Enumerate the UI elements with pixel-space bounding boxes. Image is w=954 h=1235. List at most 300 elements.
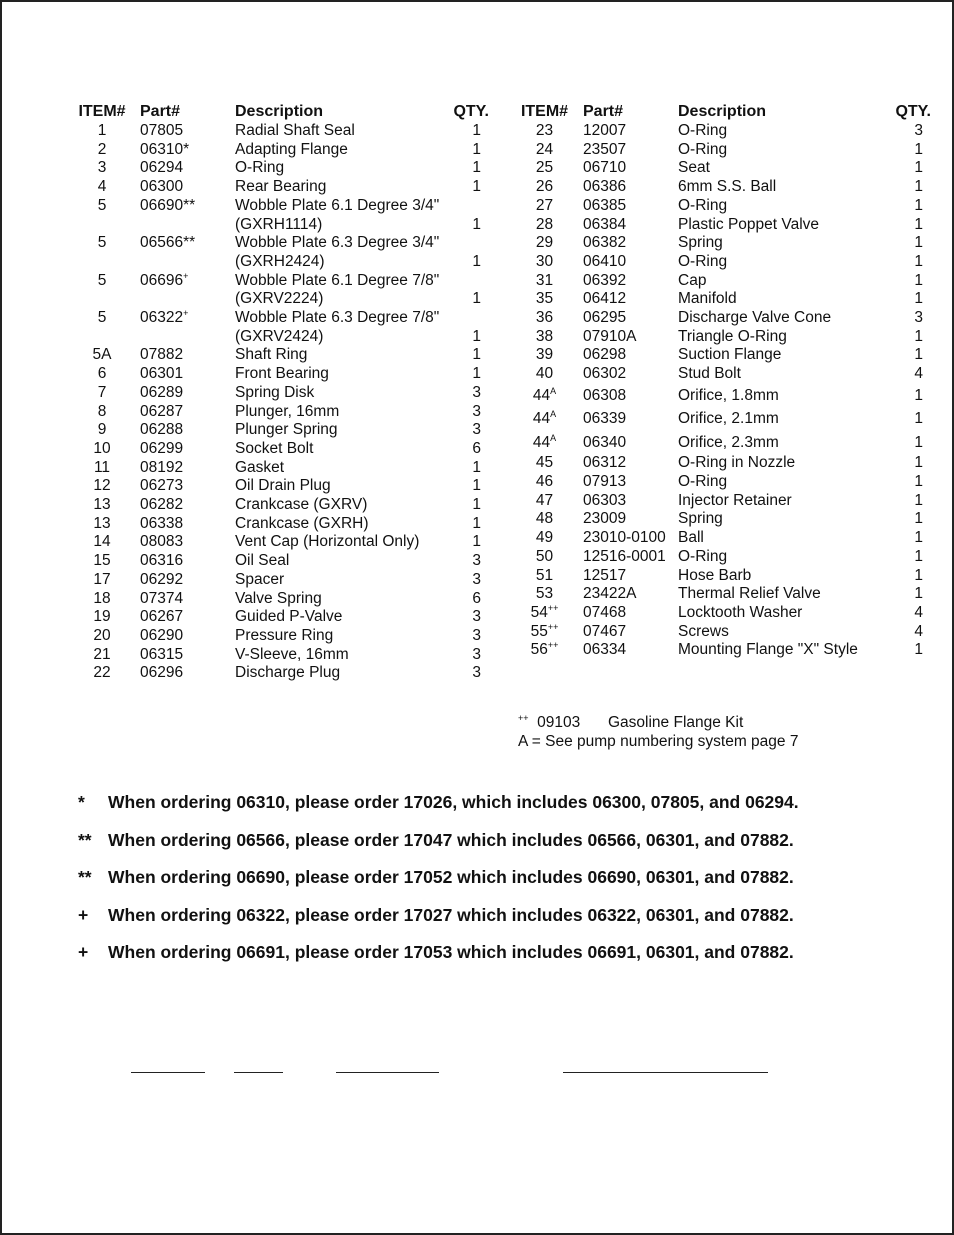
item-number: 14 (93, 533, 111, 551)
part-number: 06392 (583, 271, 627, 289)
ordering-note (78, 903, 799, 941)
description: Stud Bolt (678, 365, 741, 383)
note-symbol: ** (78, 829, 92, 850)
description: Manifold (678, 290, 737, 308)
kit-symbol: ++ (518, 713, 529, 723)
kit-description: Gasoline Flange Kit (608, 714, 744, 731)
quantity: 1 (914, 641, 923, 659)
part-number (140, 459, 235, 478)
quantity: 1 (914, 491, 923, 509)
table-row (64, 384, 489, 403)
description (235, 384, 449, 403)
item-number-text: 35 (535, 290, 554, 308)
quantity: 1 (914, 473, 923, 491)
part-number (140, 552, 235, 571)
quantity: 1 (914, 454, 923, 472)
description (235, 459, 449, 478)
part-number: 23010-0100 (583, 529, 666, 547)
quantity: 1 (472, 178, 481, 196)
description-text: Wobble Plate 6.1 Degree 7/8" (235, 271, 440, 289)
description (235, 664, 449, 683)
description: Spring (678, 510, 723, 528)
item-number: 18 (93, 589, 111, 607)
quantity: 1 (914, 566, 923, 584)
description-text: Crankcase (GXRH) (235, 514, 369, 532)
part-number-text: 06294 (140, 159, 184, 177)
ordering-note (78, 828, 799, 866)
item-number-text: 38 (535, 327, 554, 345)
description (235, 533, 449, 552)
part-number: 07468 (583, 603, 627, 621)
part-number: 06334 (583, 641, 627, 659)
part-number: 06412 (583, 290, 627, 308)
item-number-text: 36 (535, 309, 554, 327)
table-row (506, 567, 931, 586)
item-footnote-mark: ++ (547, 621, 559, 632)
header-item: ITEM# (78, 103, 126, 120)
table-row (64, 552, 489, 571)
a-legend-line: A = See pump numbering system page 7 (518, 733, 799, 750)
table-header-row (64, 102, 489, 122)
quantity: 3 (472, 421, 481, 439)
table-row (506, 492, 931, 511)
description-model: (GXRH1114) (235, 215, 323, 233)
table-row (506, 431, 931, 455)
part-number (140, 496, 235, 515)
description-text: Vent Cap (Horizontal Only) (235, 533, 420, 551)
item-number: 11 (93, 458, 111, 476)
quantity: 1 (914, 140, 923, 158)
quantity: 3 (472, 570, 481, 588)
table-row (506, 510, 931, 529)
item-number (506, 492, 583, 511)
description (235, 608, 449, 627)
quantity: 1 (914, 433, 923, 451)
item-number-text: 48 (535, 510, 554, 528)
description (235, 646, 449, 665)
description: Orifice, 2.1mm (678, 410, 779, 428)
part-number (140, 384, 235, 403)
item-footnote-mark: ++ (547, 602, 559, 613)
description-model: (GXRH2424) (235, 252, 325, 270)
item-number: 15 (93, 552, 111, 570)
description-model: (GXRV2224) (235, 290, 324, 308)
item-number: 13 (93, 496, 111, 514)
item-number-text: 23 (535, 122, 554, 139)
note-symbol: ** (78, 867, 92, 887)
item-number: 22 (93, 664, 111, 682)
item-number-text: 47 (535, 491, 554, 509)
item-number-text: 55 (530, 622, 548, 640)
description-text: Plunger Spring (235, 421, 338, 439)
note-text: When ordering 06310, please order 17026, which includes 06300, 07805, and 06294. (108, 792, 799, 812)
table-row (64, 627, 489, 646)
table-row (64, 515, 489, 534)
header-part: Part# (583, 103, 624, 120)
part-number (140, 646, 235, 665)
description: Orifice, 2.3mm (678, 433, 779, 451)
table-row (506, 473, 931, 492)
part-number-text: 06338 (140, 514, 184, 532)
item-number-text: 44 (532, 386, 551, 404)
item-number-text: 24 (535, 140, 554, 158)
table-row (506, 234, 931, 253)
table-row (64, 346, 489, 365)
description: Ball (678, 529, 704, 547)
table-row (506, 253, 931, 272)
header-qty: QTY. (895, 103, 931, 120)
table-row (506, 641, 931, 660)
table-row (506, 122, 931, 141)
part-number: 23507 (583, 140, 627, 158)
quantity: 1 (914, 529, 923, 547)
item-number-text: 44 (532, 410, 551, 428)
part-number (140, 590, 235, 609)
table-row (64, 197, 489, 234)
legend (518, 713, 798, 751)
description (235, 552, 449, 571)
description-text: Spacer (235, 570, 285, 588)
quantity: 1 (914, 178, 923, 196)
table-row (506, 178, 931, 197)
item-number: 21 (93, 645, 111, 663)
item-number (506, 548, 583, 567)
table-row (64, 533, 489, 552)
parts-table-right (506, 102, 931, 660)
note-symbol: * (78, 792, 85, 812)
item-number-text: 56 (530, 641, 548, 659)
note-text: When ordering 06566, please order 17047 which includes 06566, 06301, and 07882. (108, 829, 794, 850)
description (235, 515, 449, 534)
part-number (140, 627, 235, 646)
part-number: 06382 (583, 234, 627, 252)
ordering-note (78, 790, 799, 828)
quantity: 1 (472, 140, 481, 158)
part-number (140, 477, 235, 496)
description (235, 590, 449, 609)
description-text: Guided P-Valve (235, 608, 343, 626)
part-number: 12516-0001 (583, 547, 666, 565)
part-number (140, 571, 235, 590)
note-text: When ordering 06691, please order 17053 which includes 06691, 06301, and 07882. (108, 942, 794, 962)
part-number: 12007 (583, 122, 627, 139)
item-number (506, 604, 583, 623)
part-number-text: 06315 (140, 645, 184, 663)
description: O-Ring (678, 196, 728, 214)
quantity: 1 (914, 290, 923, 308)
description: Suction Flange (678, 346, 782, 364)
part-number-text: 07882 (140, 346, 184, 364)
item-number-text: 26 (535, 178, 554, 196)
part-number-text: 06288 (140, 421, 184, 439)
description (235, 178, 449, 197)
part-number-text: 06289 (140, 383, 184, 401)
ordering-note (78, 865, 799, 903)
item-number-text: 44 (532, 433, 551, 451)
part-number (140, 178, 235, 197)
part-number: 06340 (583, 433, 627, 451)
quantity: 3 (472, 645, 481, 663)
description: O-Ring (678, 122, 728, 139)
quantity: 1 (472, 346, 481, 364)
item-number (506, 585, 583, 604)
table-row (506, 346, 931, 365)
part-number-text: 06310* (140, 140, 190, 158)
quantity: 1 (472, 159, 481, 177)
quantity: 1 (472, 458, 481, 476)
item-number (506, 431, 583, 455)
part-number: 06298 (583, 346, 627, 364)
part-number: 06339 (583, 410, 627, 428)
description: Seat (678, 159, 710, 177)
part-number-text: 06696 (140, 271, 184, 289)
item-number-text: 45 (535, 454, 554, 472)
quantity: 1 (472, 533, 481, 551)
description: Triangle O-Ring (678, 327, 787, 345)
item-footnote-mark: ++ (547, 640, 559, 651)
description (235, 496, 449, 515)
description-text: Wobble Plate 6.3 Degree 7/8" (235, 309, 440, 327)
part-number-text: 06299 (140, 439, 184, 457)
item-number: 5 (97, 196, 107, 214)
part-number-text: 07805 (140, 122, 184, 139)
part-footnote-mark: + (183, 308, 189, 319)
description-text: Pressure Ring (235, 626, 334, 644)
table-row (64, 664, 489, 683)
description: Cap (678, 271, 707, 289)
description: Thermal Relief Valve (678, 585, 821, 603)
item-number-text: 46 (535, 473, 554, 491)
item-number (506, 407, 583, 431)
description (235, 477, 449, 496)
quantity: 4 (914, 365, 923, 383)
table-row (506, 384, 931, 408)
table-row (506, 159, 931, 178)
quantity: 1 (914, 252, 923, 270)
table-row (506, 604, 931, 623)
description: Locktooth Washer (678, 603, 803, 621)
table-row (64, 141, 489, 160)
part-number (140, 365, 235, 384)
table-row (506, 290, 931, 309)
quantity: 1 (472, 290, 481, 308)
right-table-body (506, 122, 931, 660)
quantity: 3 (472, 402, 481, 420)
description (235, 365, 449, 384)
quantity: 6 (472, 439, 481, 457)
header-description: Description (678, 103, 767, 120)
part-number: 06295 (583, 309, 627, 327)
part-number: 07913 (583, 473, 627, 491)
ordering-notes (78, 790, 799, 978)
item-number (506, 641, 583, 660)
description (235, 197, 449, 234)
quantity: 4 (914, 603, 923, 621)
description-text: Radial Shaft Seal (235, 122, 355, 139)
table-row (506, 309, 931, 328)
table-row (506, 548, 931, 567)
part-number-text: 06566** (140, 234, 196, 252)
item-number: 6 (97, 365, 107, 383)
item-number-text: 30 (535, 252, 554, 270)
description: 6mm S.S. Ball (678, 178, 777, 196)
part-number-text: 06267 (140, 608, 184, 626)
part-number-text: 06292 (140, 570, 184, 588)
part-number-text: 06322 (140, 309, 184, 327)
part-number: 06385 (583, 196, 627, 214)
quantity: 3 (472, 608, 481, 626)
description: O-Ring in Nozzle (678, 454, 796, 472)
part-number: 06302 (583, 365, 627, 383)
quantity: 1 (914, 585, 923, 603)
item-number: 12 (93, 477, 111, 495)
item-number (506, 623, 583, 642)
item-number (506, 567, 583, 586)
item-number (506, 234, 583, 253)
quantity: 1 (914, 234, 923, 252)
item-number: 17 (93, 570, 111, 588)
part-number-text: 06290 (140, 626, 184, 644)
item-number-text: 28 (535, 215, 554, 233)
description-text: Gasket (235, 458, 285, 476)
description: Spring (678, 234, 723, 252)
part-number: 06303 (583, 491, 627, 509)
left-table-body (64, 122, 489, 683)
part-number: 06384 (583, 215, 627, 233)
item-number (506, 122, 583, 141)
quantity: 1 (914, 510, 923, 528)
kit-part: 09103 (537, 714, 581, 731)
description (235, 234, 449, 271)
description-text: Socket Bolt (235, 439, 314, 457)
quantity: 1 (914, 327, 923, 345)
part-number (140, 346, 235, 365)
table-row (64, 159, 489, 178)
part-number (140, 159, 235, 178)
part-number: 23422A (583, 585, 637, 603)
header-description: Description (235, 103, 324, 120)
item-number: 5A (92, 346, 112, 364)
item-number: 10 (93, 439, 111, 457)
quantity: 1 (914, 215, 923, 233)
description (235, 440, 449, 459)
description: O-Ring (678, 473, 728, 491)
part-number-text: 08083 (140, 533, 184, 551)
table-row (506, 454, 931, 473)
item-number-text: 51 (535, 566, 554, 584)
description (235, 421, 449, 440)
parts-table-left (64, 102, 489, 683)
item-number (506, 309, 583, 328)
description: Injector Retainer (678, 491, 792, 509)
part-number (140, 608, 235, 627)
item-number (506, 216, 583, 235)
header-item: ITEM# (520, 103, 569, 120)
part-number (140, 122, 235, 141)
note-text: When ordering 06322, please order 17027 which includes 06322, 06301, and 07882. (108, 904, 794, 925)
table-row (506, 328, 931, 347)
part-number-text: 06296 (140, 664, 184, 682)
part-number: 07467 (583, 622, 627, 640)
table-row (64, 440, 489, 459)
item-number (506, 346, 583, 365)
part-number-text: 06301 (140, 365, 184, 383)
part-number-text: 06287 (140, 402, 184, 420)
item-number: 5 (97, 234, 107, 252)
description: Plastic Poppet Valve (678, 215, 820, 233)
table-row (506, 141, 931, 160)
item-number-text: 49 (535, 529, 554, 547)
item-number-text: 29 (535, 234, 554, 252)
part-number (140, 664, 235, 683)
quantity: 1 (914, 271, 923, 289)
quantity: 1 (914, 386, 923, 404)
item-number (506, 272, 583, 291)
table-row (64, 122, 489, 141)
description-text: Oil Seal (235, 552, 290, 570)
quantity: 1 (914, 547, 923, 565)
quantity: 1 (914, 346, 923, 364)
table-row (64, 272, 489, 309)
table-header-row (506, 102, 931, 122)
item-number: 19 (93, 608, 111, 626)
item-number: 5 (97, 309, 107, 327)
item-number: 13 (93, 514, 111, 532)
part-number (140, 309, 235, 346)
description: Discharge Valve Cone (678, 309, 832, 327)
table-row (506, 216, 931, 235)
item-number: 9 (97, 421, 107, 439)
part-number (140, 272, 235, 309)
description (235, 309, 449, 346)
table-row (64, 477, 489, 496)
table-row (506, 197, 931, 216)
blank-line (234, 1072, 283, 1073)
part-number-text: 06273 (140, 477, 184, 495)
item-number (506, 141, 583, 160)
kit-legend-line (518, 713, 798, 732)
item-number: 1 (97, 122, 107, 139)
item-number: 3 (97, 159, 107, 177)
table-row (64, 421, 489, 440)
quantity: 1 (472, 477, 481, 495)
description-text: Shaft Ring (235, 346, 308, 364)
part-number (140, 421, 235, 440)
table-row (64, 309, 489, 346)
table-row (64, 646, 489, 665)
quantity: 4 (914, 622, 923, 640)
description: O-Ring (678, 252, 728, 270)
part-number-text: 06316 (140, 552, 184, 570)
description-text: Wobble Plate 6.1 Degree 3/4" (235, 196, 440, 214)
part-number (140, 403, 235, 422)
description (235, 571, 449, 590)
part-number: 12517 (583, 566, 627, 584)
part-number: 06308 (583, 386, 627, 404)
item-number (506, 384, 583, 408)
description-text: O-Ring (235, 159, 285, 177)
item-footnote-mark: A (550, 432, 557, 443)
quantity: 1 (472, 252, 481, 270)
note-symbol: + (78, 904, 89, 925)
part-number: 06410 (583, 252, 627, 270)
part-number (140, 141, 235, 160)
item-footnote-mark: A (550, 385, 557, 396)
quantity: 3 (472, 626, 481, 644)
blank-line (336, 1072, 439, 1073)
table-row (506, 272, 931, 291)
quantity: 1 (472, 496, 481, 514)
